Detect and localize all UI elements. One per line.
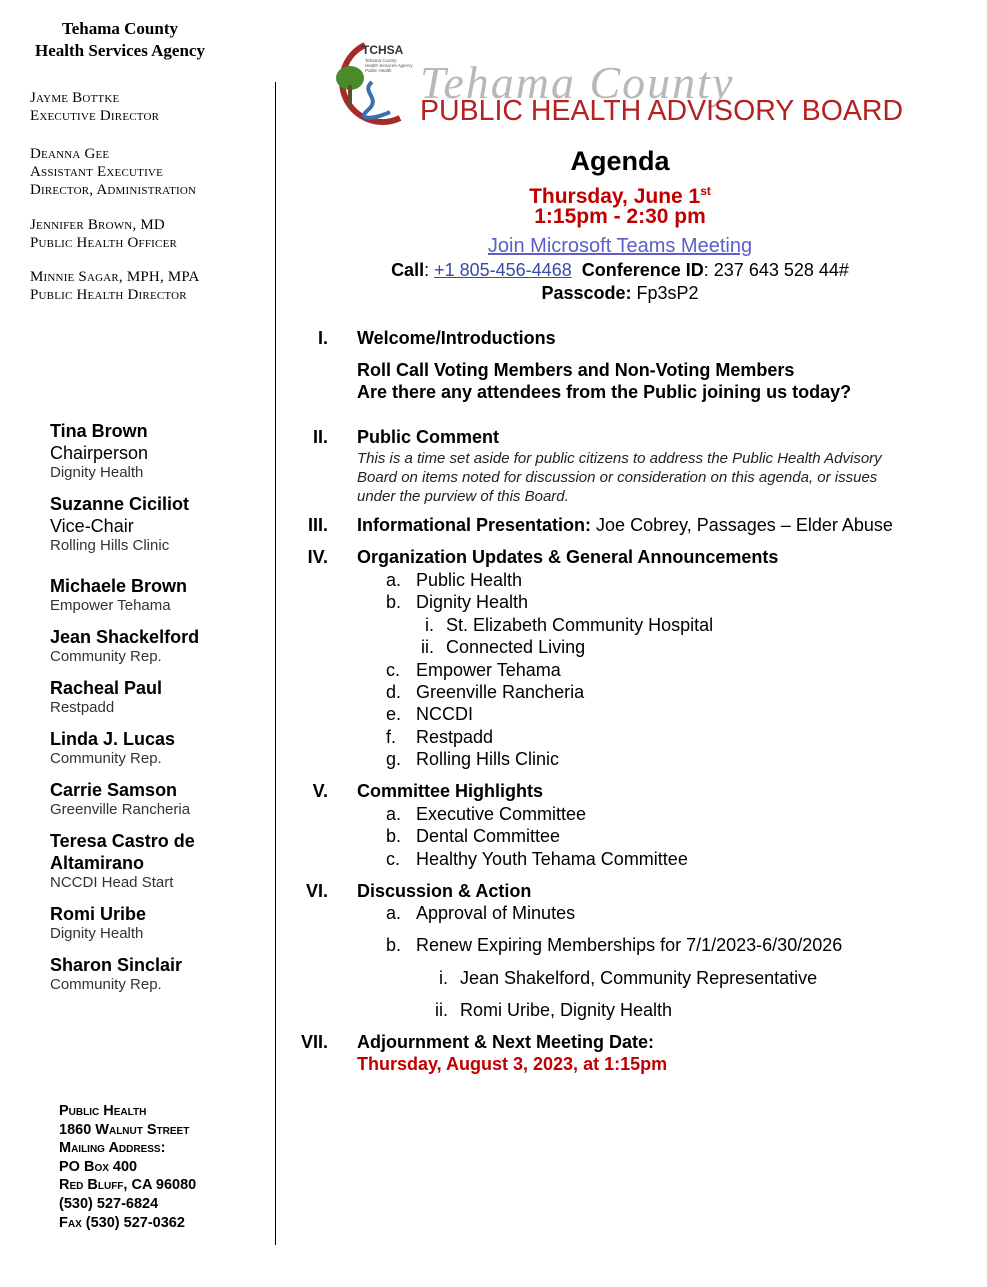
meeting-date: Thursday, June 1st — [529, 184, 711, 208]
sidebar — [0, 0, 275, 1287]
staff-assistant-director: Deanna Gee Assistant Executive Director, Administration — [30, 146, 197, 198]
public-attendees-text: Are there any attendees from the Public joining us today? — [357, 382, 852, 402]
list-item: b. Renew Expiring Memberships for 7/1/2023-6/30/2026 — [386, 935, 843, 955]
logo-board-name: PUBLIC HEALTH ADVISORY BOARD — [420, 95, 904, 125]
logo-script-text: Tehama County — [420, 57, 735, 108]
sidebar-divider — [275, 82, 276, 1245]
list-item: c. Empower Tehama — [386, 660, 561, 680]
item-number: IV. — [307, 547, 328, 567]
item-number: VI. — [305, 881, 328, 901]
member: Linda J. Lucas Community Rep. — [50, 729, 176, 767]
agenda-item-committees: Committee Highlights — [357, 781, 544, 801]
staff-executive-director: Jayme Bottke Executive Director — [30, 90, 160, 124]
member-vice-chair: Suzanne Ciciliot Vice-Chair Rolling Hills Clinic — [50, 494, 190, 554]
list-item: b. Dignity Health — [386, 592, 529, 612]
member: Sharon Sinclair Community Rep. — [50, 955, 183, 993]
item-number: I. — [317, 328, 328, 348]
list-item: a. Public Health — [386, 570, 523, 590]
list-item: d. Greenville Rancheria — [386, 682, 585, 702]
list-item: a. Executive Committee — [386, 804, 587, 824]
item-number: III. — [307, 515, 328, 535]
mailing-address: Public Health 1860 Walnut Street Mailing Address: PO Box 400 Red Bluff, CA 96080 (530) 527-6824 Fax (530) 527-0362 — [59, 1103, 197, 1231]
list-item: f. Restpadd — [386, 727, 494, 747]
logo-badge: TCHSA — [362, 43, 404, 57]
list-item: g. Rolling Hills Clinic — [386, 749, 560, 769]
agenda-item-org-updates: Organization Updates & General Announcements — [357, 547, 779, 567]
public-comment-description: This is a time set aside for public citizens to address the Public Health Advisory Board on items noted for discussion or consideration on this agenda, or issues under the purview of this Board. — [357, 450, 882, 505]
staff-health-director: Minnie Sagar, MPH, MPA Public Health Director — [30, 269, 200, 303]
member: Teresa Castro de Altamirano NCCDI Head Start — [50, 831, 195, 891]
svg-text:Public Health: Public Health — [365, 68, 392, 73]
next-meeting-date: Thursday, August 3, 2023, at 1:15pm — [357, 1054, 668, 1074]
conference-id: 237 643 528 44# — [713, 260, 849, 280]
member: Michaele Brown Empower Tehama — [50, 576, 188, 614]
list-item: c. Healthy Youth Tehama Committee — [386, 849, 688, 869]
agenda-item-adjournment: Adjournment & Next Meeting Date: — [357, 1032, 655, 1052]
agency-name: Tehama County Health Services Agency — [35, 19, 205, 60]
list-item: i. St. Elizabeth Community Hospital — [425, 615, 714, 635]
list-item: a. Approval of Minutes — [386, 903, 576, 923]
call-info: Call: +1 805-456-4468 Conference ID: 237 643 528 44# — [391, 260, 849, 280]
agenda-item-welcome: Welcome/Introductions — [357, 328, 556, 348]
item-number: II. — [312, 427, 328, 447]
svg-text:Health Services Agency: Health Services Agency — [365, 63, 413, 68]
phone-number-link[interactable]: +1 805-456-4468 — [434, 260, 572, 280]
member: Racheal Paul Restpadd — [50, 678, 163, 716]
list-item: b. Dental Committee — [386, 826, 561, 846]
list-item: e. NCCDI — [386, 704, 473, 724]
passcode: Passcode: Fp3sP2 — [541, 283, 699, 303]
roll-call-text: Roll Call Voting Members and Non-Voting Members — [357, 360, 795, 380]
agenda-item-presentation: Informational Presentation: Joe Cobrey, Passages – Elder Abuse — [357, 515, 893, 535]
agenda-item-discussion: Discussion & Action — [357, 881, 532, 901]
member-chair: Tina Brown Chairperson Dignity Health — [50, 421, 149, 481]
list-item: ii. Connected Living — [421, 637, 586, 657]
agenda-item-public-comment: Public Comment — [357, 427, 500, 447]
board-logo — [320, 40, 920, 125]
member: Jean Shackelford Community Rep. — [50, 627, 200, 665]
meeting-time: 1:15pm - 2:30 pm — [534, 205, 706, 228]
item-number: V. — [312, 781, 328, 801]
svg-text:Tehama County: Tehama County — [365, 58, 397, 63]
list-item: i. Jean Shakelford, Community Representative — [439, 968, 818, 988]
page-title: Agenda — [570, 146, 670, 176]
teams-meeting-link[interactable]: Join Microsoft Teams Meeting — [487, 235, 753, 257]
river-icon — [364, 82, 390, 118]
item-number: VII. — [300, 1032, 328, 1052]
list-item: ii. Romi Uribe, Dignity Health — [435, 1000, 673, 1020]
member: Romi Uribe Dignity Health — [50, 904, 147, 942]
member: Carrie Samson Greenville Rancheria — [50, 780, 191, 818]
staff-health-officer: Jennifer Brown, MD Public Health Officer — [30, 217, 178, 251]
